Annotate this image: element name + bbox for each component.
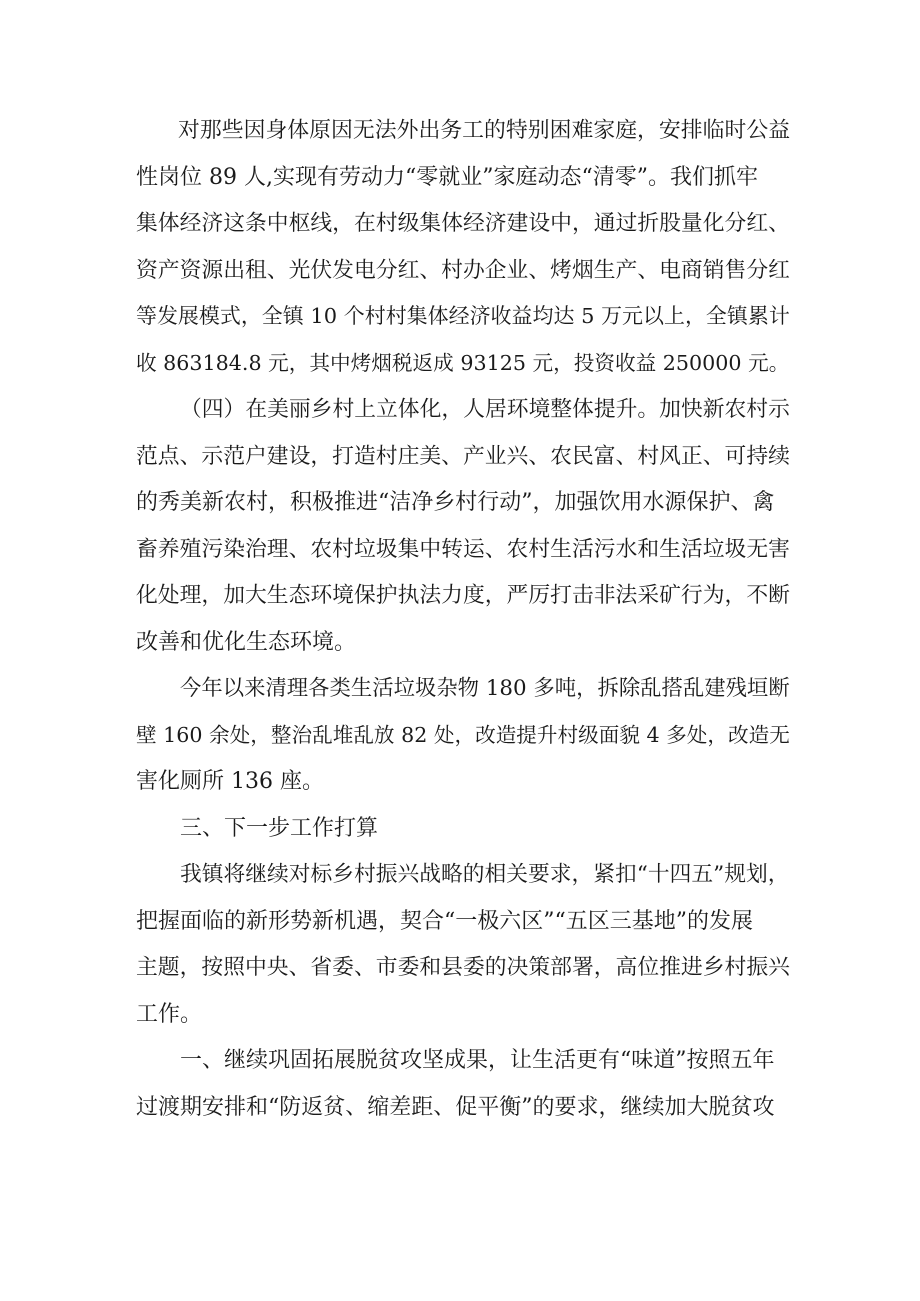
paragraph-2-line-5: 化处理，加大生态环境保护执法力度，严厉打击非法采矿行为，不断 bbox=[136, 583, 790, 608]
paragraph-1-line-4: 资产资源出租、光伏发电分红、村办企业、烤烟生产、电商销售分红 bbox=[136, 258, 790, 283]
paragraph-3-line-2: 壁 160 余处，整治乱堆乱放 82 处，改造提升村级面貌 4 多处，改造无 bbox=[136, 723, 790, 747]
paragraph-6-line-1: 一、继续巩固拓展脱贫攻坚成果，让生活更有“味道”按照五年 bbox=[180, 1048, 775, 1073]
paragraph-1-line-5: 等发展模式，全镇 10 个村村集体经济收益均达 5 万元以上，全镇累计 bbox=[136, 304, 790, 328]
paragraph-5-line-1: 我镇将继续对标乡村振兴战略的相关要求，紧扣“十四五”规划， bbox=[180, 862, 790, 887]
paragraph-3-line-1: 今年以来清理各类生活垃圾杂物 180 多吨，拆除乱搭乱建残垣断 bbox=[180, 676, 790, 701]
section-heading: 三、下一步工作打算 bbox=[180, 816, 379, 841]
paragraph-6-line-2: 过渡期安排和“防返贫、缩差距、促平衡”的要求，继续加大脱贫攻 bbox=[136, 1095, 775, 1120]
paragraph-5-line-4: 工作。 bbox=[136, 1002, 203, 1027]
paragraph-1-line-2: 性岗位 89 人,实现有劳动力“零就业”家庭动态“清零”。我们抓牢 bbox=[136, 165, 758, 190]
paragraph-1-line-3: 集体经济这条中枢线，在村级集体经济建设中，通过折股量化分红、 bbox=[136, 211, 790, 236]
paragraph-1-line-1: 对那些因身体原因无法外出务工的特别困难家庭，安排临时公益 bbox=[178, 118, 791, 143]
paragraph-5-line-3: 主题，按照中央、省委、市委和县委的决策部署，高位推进乡村振兴 bbox=[136, 955, 790, 980]
paragraph-2-line-6: 改善和优化生态环境。 bbox=[136, 630, 357, 655]
paragraph-1-line-6: 收 863184.8 元，其中烤烟税返成 93125 元，投资收益 250000 元。 bbox=[136, 351, 790, 375]
paragraph-2-line-2: 范点、示范户建设，打造村庄美、产业兴、农民富、村风正、可持续 bbox=[136, 444, 790, 469]
paragraph-3-line-3: 害化厕所 136 座。 bbox=[136, 769, 324, 794]
paragraph-5-line-2: 把握面临的新形势新机遇，契合“一极六区”“五区三基地”的发展 bbox=[136, 909, 753, 934]
paragraph-2-line-4: 畜养殖污染治理、农村垃圾集中转运、农村生活污水和生活垃圾无害 bbox=[136, 537, 790, 562]
paragraph-2-line-3: 的秀美新农村，积极推进“洁净乡村行动”，加强饮用水源保护、禽 bbox=[136, 490, 775, 515]
paragraph-2-line-1: （四）在美丽乡村上立体化，人居环境整体提升。加快新农村示 bbox=[180, 397, 790, 422]
